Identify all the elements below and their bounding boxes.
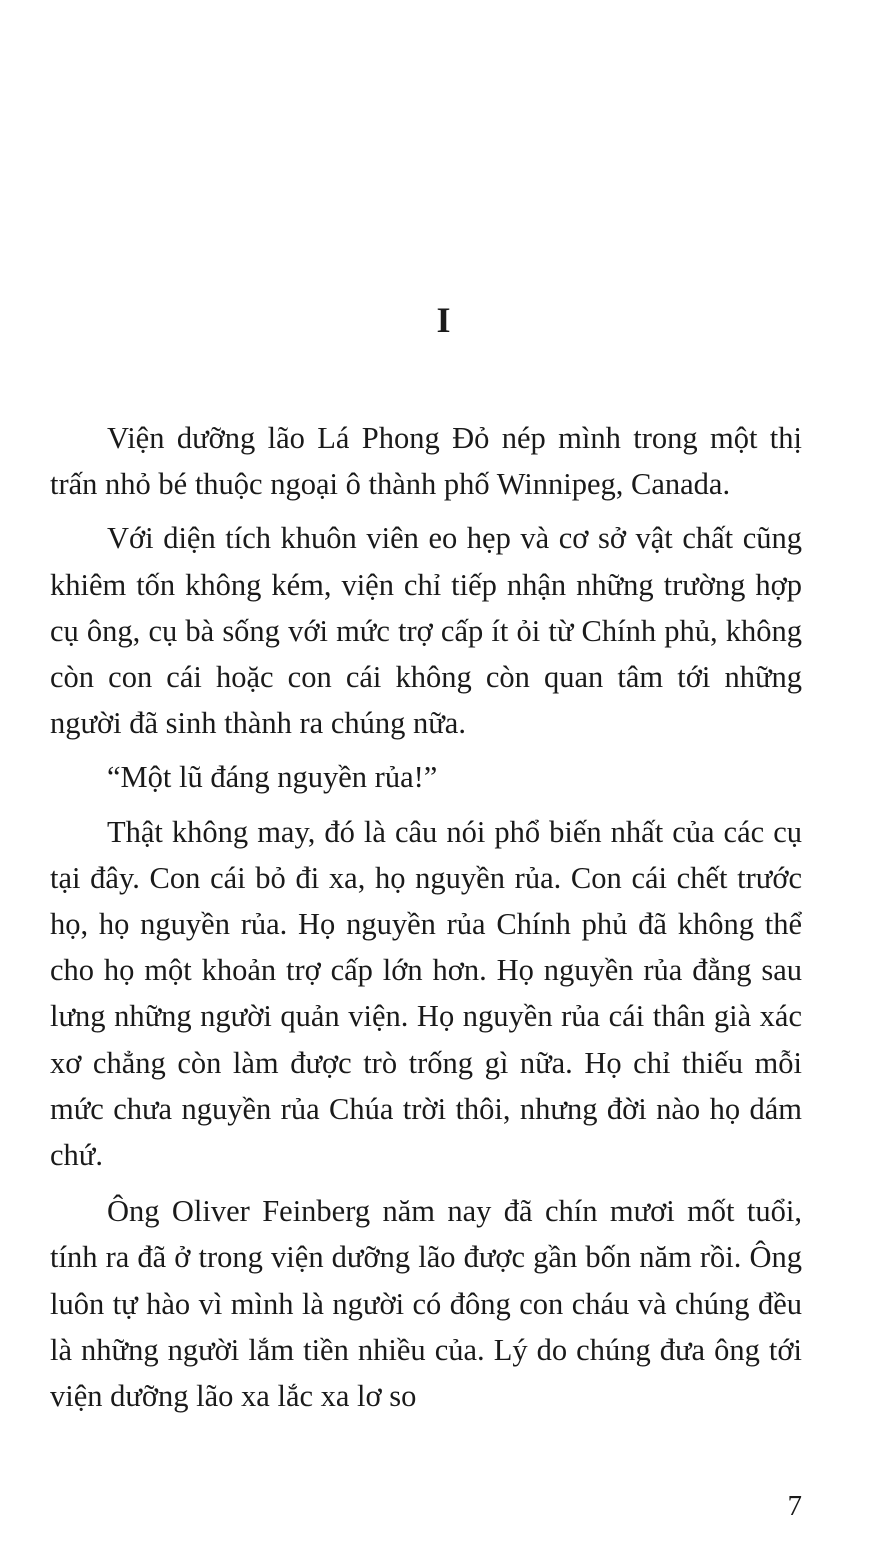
paragraph-1: Viện dưỡng lão Lá Phong Đỏ nép mình trong một thị trấn nhỏ bé thuộc ngoại ô thành phố Winnipeg, Canada. (50, 421, 802, 502)
paragraph-3: “Một lũ đáng nguyền rủa!” (107, 760, 438, 795)
chapter-title: I (436, 300, 451, 340)
paragraph-5: Ông Oliver Feinberg năm nay đã chín mươi mốt tuổi, tính ra đã ở trong viện dưỡng lão được gần bốn năm rồi. Ông luôn tự hào vì mình là người có đông con cháu và chúng đều là những người lắm tiền nhiều của. Lý do chúng đưa ông tới viện dưỡng lão xa lắc xa lơ so (50, 1194, 802, 1414)
paragraph-2: Với diện tích khuôn viên eo hẹp và cơ sở vật chất cũng khiêm tốn không kém, viện chỉ tiếp nhận những trường hợp cụ ông, cụ bà sống với mức trợ cấp ít ỏi từ Chính phủ, không còn con cái hoặc con cái không còn quan tâm tới những người đã sinh thành ra chúng nữa. (50, 521, 802, 741)
paragraph-4: Thật không may, đó là câu nói phổ biến nhất của các cụ tại đây. Con cái bỏ đi xa, họ nguyền rủa. Con cái chết trước họ, họ nguyền rủa. Họ nguyền rủa Chính phủ đã không thể cho họ một khoản trợ cấp lớn hơn. Họ nguyền rủa đằng sau lưng những người quản viện. Họ nguyền rủa cái thân già xác xơ chẳng còn làm được trò trống gì nữa. Họ chỉ thiếu mỗi mức chưa nguyền rủa Chúa trời thôi, nhưng đời nào họ dám chứ. (50, 814, 802, 1173)
page-number: 7 (787, 1490, 802, 1522)
chapter-body (50, 415, 802, 1419)
